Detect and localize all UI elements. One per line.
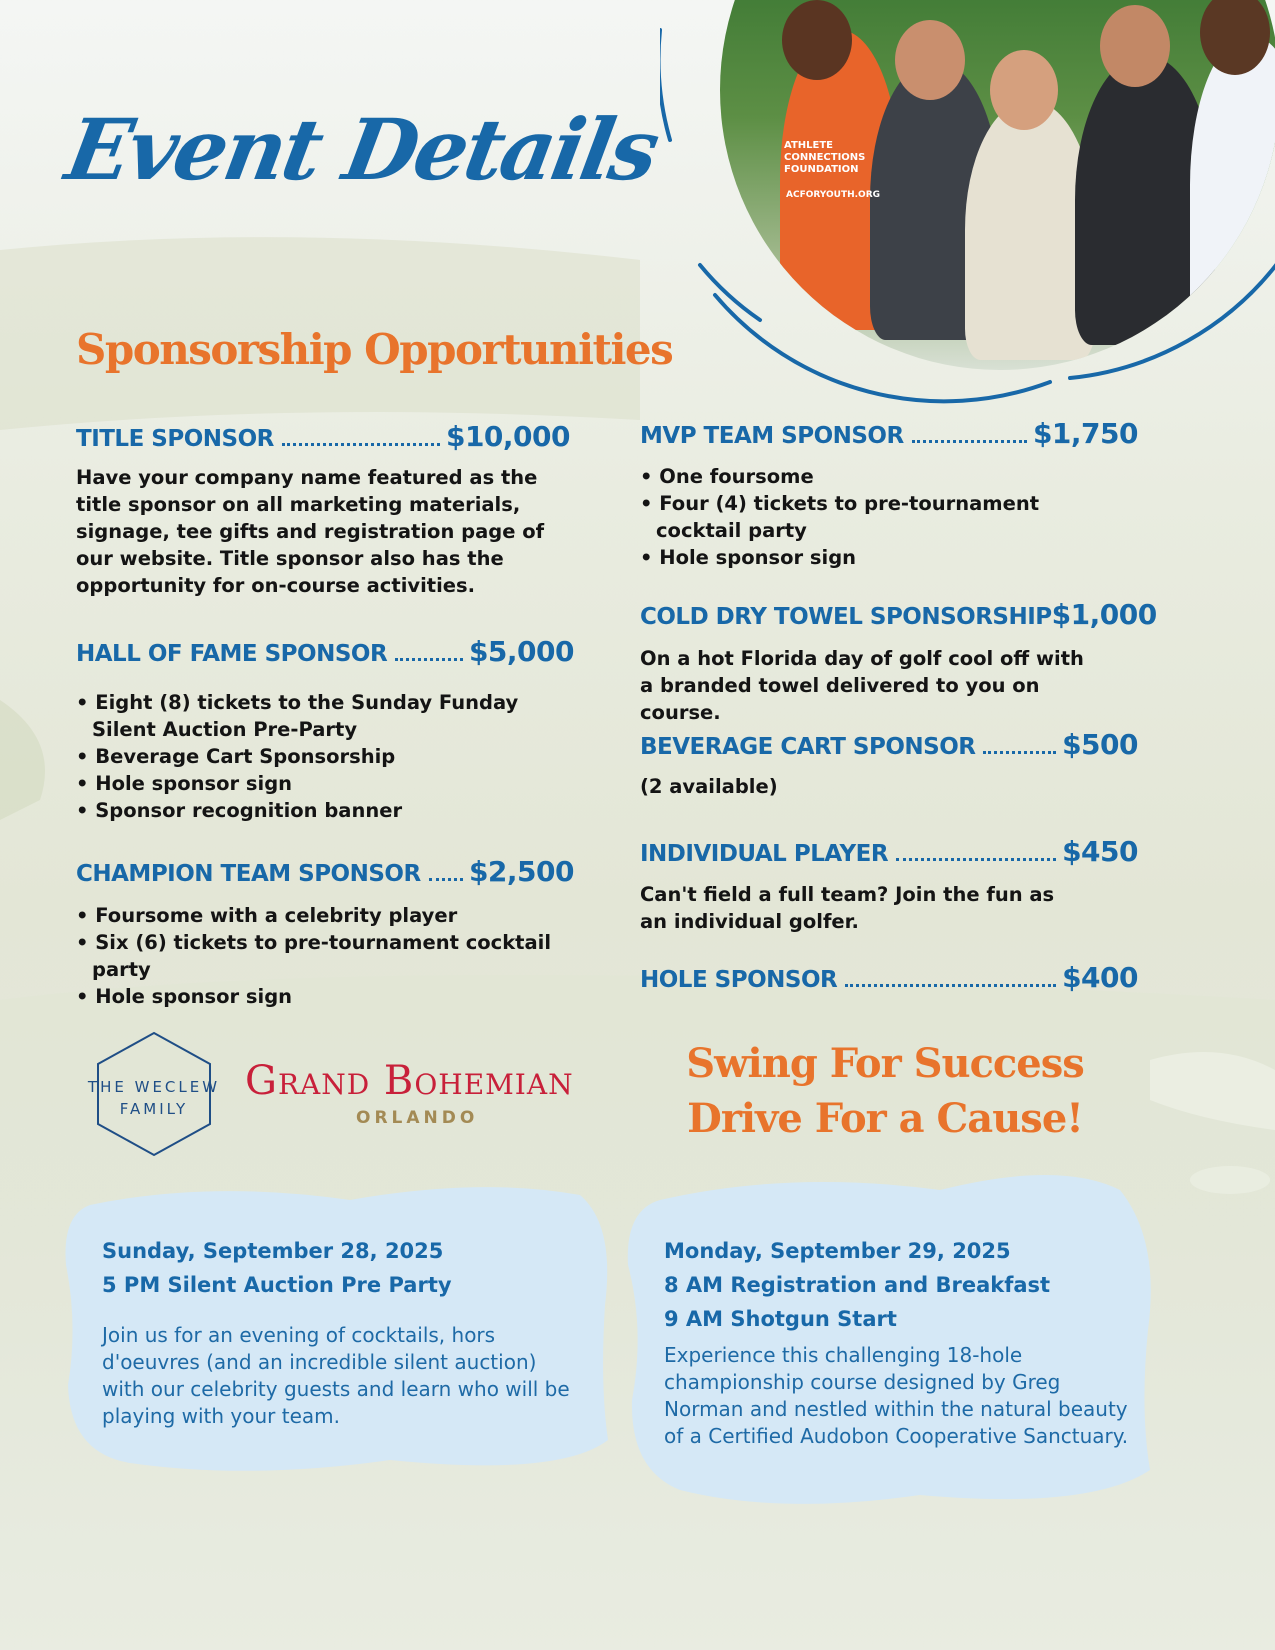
tier-name: HOLE SPONSOR [640,967,838,993]
monday-registration: 8 AM Registration and Breakfast [664,1273,1051,1297]
tier-name: MVP TEAM SPONSOR [640,423,904,449]
tier-price: $10,000 [445,420,570,453]
tier-description: On a hot Florida day of golf cool off with a branded towel delivered to you on course. [640,647,1084,724]
tier-price: $400 [1062,961,1138,994]
list-item: • Foursome with a celebrity player [76,902,596,929]
sunday-info [102,1234,582,1430]
tagline-line2: Drive For a Cause! [687,1095,1083,1142]
list-item: • Hole sponsor sign [76,770,556,797]
tier-price: $5,000 [468,635,574,668]
leader-dots [429,878,463,881]
tier-price: $500 [1062,728,1138,761]
list-item: • Hole sponsor sign [640,544,1110,571]
photo-ring-arcs [660,0,1275,410]
tier-price: $1,000 [1051,598,1157,631]
tier-name: INDIVIDUAL PLAYER [640,841,889,867]
tier-name: BEVERAGE CART SPONSOR [640,734,976,760]
tier-name: TITLE SPONSOR [76,426,274,452]
weclew-line2: FAMILY [119,1100,189,1118]
tier-hall-of-fame [76,635,574,668]
list-item: • Four (4) tickets to pre-tournament cocktail party [640,490,1110,544]
leader-dots [845,984,1056,987]
grand-bohemian-logo: Grand Bohemian [245,1058,574,1104]
list-item: • One foursome [640,463,1110,490]
list-item: • Beverage Cart Sponsorship [76,743,556,770]
list-item: • Six (6) tickets to pre-tournament cocktail party [76,929,596,983]
leader-dots [282,443,440,446]
leader-dots [395,658,463,661]
leader-dots [896,858,1056,861]
tier-price: $2,500 [468,855,574,888]
tier-name: CHAMPION TEAM SPONSOR [76,861,421,887]
monday-info [664,1234,1134,1450]
tagline-line1: Swing For Success [686,1040,1084,1087]
list-item: • Eight (8) tickets to the Sunday Funday Silent Auction Pre-Party [76,689,556,743]
sunday-date: Sunday, September 28, 2025 [102,1239,444,1263]
monday-description: Experience this challenging 18-hole championship course designed by Greg Norman and nestled within the natural beauty of a Certified Audobon Cooperative Sanctuary. [664,1343,1129,1448]
tier-beverage-cart [640,728,1138,761]
tier-individual-player [640,835,1138,868]
section-heading: Sponsorship Opportunities [76,325,673,374]
page-title: Event Details [59,100,664,199]
monday-date: Monday, September 29, 2025 [664,1239,1011,1263]
weclew-family-logo [84,1030,224,1158]
sunday-description: Join us for an evening of cocktails, hors d'oeuvres (and an incredible silent auction) with our celebrity guests and learn who will be playing with your team. [102,1323,570,1428]
tier-champion-team [76,855,574,888]
tier-name: COLD DRY TOWEL SPONSORSHIP [640,604,1052,630]
group-photo [660,0,1275,410]
tier-benefits [76,689,556,824]
tier-description: Can't field a full team? Join the fun as an individual golfer. [640,883,1055,933]
tier-description: Have your company name featured as the title sponsor on all marketing materials, signage, tee gifts and registration page of our website. Title sponsor also has the opportunity for on-course activities. [76,466,545,597]
shirt-url-text: ACFORYOUTH.ORG [786,190,881,200]
tier-price: $450 [1062,835,1138,868]
shirt-logo-text: ATHLETE CONNECTIONS FOUNDATION [784,140,866,175]
weclew-line1: THE WECLEW [87,1078,221,1096]
list-item: • Hole sponsor sign [76,983,596,1010]
tier-title-sponsor [76,420,570,453]
grand-bohemian-city: ORLANDO [356,1108,479,1128]
tier-benefits [640,463,1110,571]
sunday-time: 5 PM Silent Auction Pre Party [102,1273,452,1297]
monday-start: 9 AM Shotgun Start [664,1307,897,1331]
tier-mvp-team [640,417,1138,450]
tier-name: HALL OF FAME SPONSOR [76,641,388,667]
tier-cold-towel [640,598,1157,631]
tier-benefits [76,902,596,1010]
leader-dots [983,751,1056,754]
tier-hole-sponsor [640,961,1138,994]
leader-dots [912,440,1027,443]
tier-price: $1,750 [1032,417,1138,450]
list-item: • Sponsor recognition banner [76,797,556,824]
tier-description: (2 available) [640,775,778,798]
